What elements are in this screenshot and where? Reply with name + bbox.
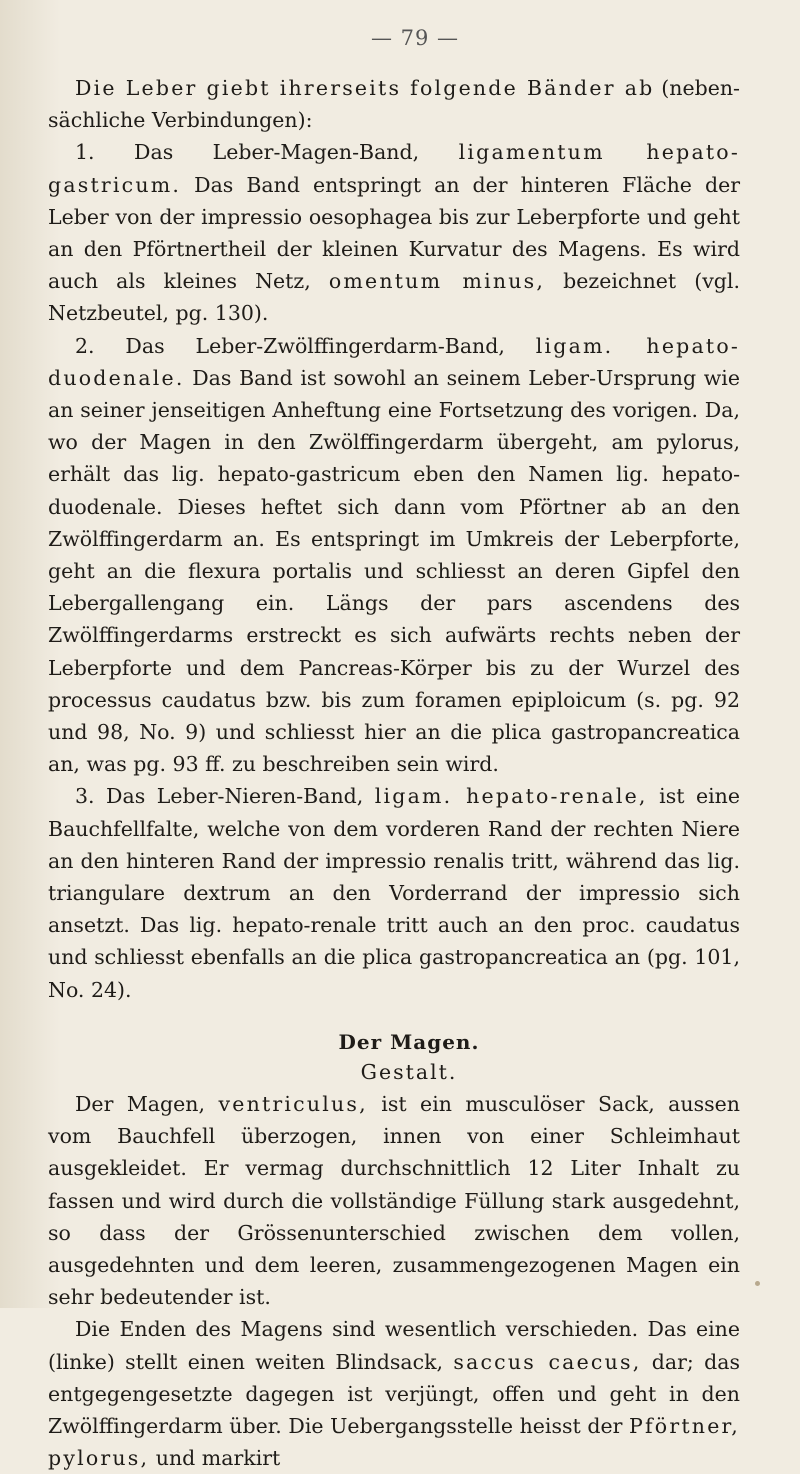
item-2-text: Das Band ist sowohl an seinem Leber-Ursprung wie an seiner jenseitigen Anheftung eine Fortsetzung des vorigen. Da, wo der Magen in den Zwölffingerdarm übergeht, am pylorus, erhält das lig. hepato-gastricum eben den Namen lig. hepato-duodenale. Dieses heftet sich dann vom Pförtner ab an den Zwölffingerdarm an. Es entspringt im Umkreis der Leberpforte, geht an die flexura portalis und schliesst an deren Gipfel den Lebergallengang ein. Längs der pars ascendens des Zwölffingerdarms erstreckt es sich aufwärts rechts neben der Leberpforte und dem Pancreas-Körper bis zu der Wurzel des processus caudatus bzw. bis zum foramen epiploicum (s. pg. 92 und 98, No. 9) und schliesst hier an die plica gastropancreatica an, was pg. 93 ff. zu beschreiben sein wird.: [48, 365, 740, 777]
ligament-item-2: [48, 330, 740, 781]
para-5-term-2: Pförtner,: [629, 1413, 740, 1438]
para-5-text-1: Die Enden des Magens sind wesentlich verschieden. Das eine (linke) stellt einen weiten Blindsack,: [48, 1317, 740, 1374]
stomach-paragraph-1: [48, 1088, 740, 1313]
item-1-text-2: bezeichnet (vgl. Netzbeutel, pg. 130).: [48, 269, 741, 326]
para-4-text: ist ein musculöser Sack, aussen vom Bauchfell überzogen, innen von einer Schleimhaut ausgekleidet. Er vermag durchschnittlich 12 Liter Inhalt zu fassen und wird durch die vollständige Füllung stark ausgedehnt, so dass der Grössenunterschied zwischen dem vollen, ausgedehnten und dem leeren, zusammengezogenen Magen ein sehr bedeutender ist.: [48, 1091, 740, 1310]
item-1-lead: 1. Das Leber-Magen-Band,: [75, 140, 459, 165]
para-4-lead: Der Magen,: [75, 1091, 219, 1116]
item-1-term: ligamentum hepato-gastricum.: [48, 140, 740, 197]
item-2-term: ligam. hepato-duodenale.: [48, 333, 741, 390]
page-number: — 79 —: [370, 26, 460, 50]
item-3-term: ligam. hepato-renale,: [374, 784, 648, 809]
stomach-paragraph-2: [48, 1313, 740, 1474]
item-3-lead: 3. Das Leber-Nieren-Band,: [75, 784, 375, 809]
para-5-text-2: dar; das entgegengesetzte dagegen ist verjüngt, offen und geht in den Zwölffingerdarm über. Die Uebergangsstelle heisst der: [48, 1349, 740, 1438]
ligament-item-1: [48, 136, 740, 329]
item-1-text: Das Band entspringt an der hinteren Fläche der Leber von der impressio oesophagea bis zur Leberpforte und geht an den Pförtnertheil der kleinen Kurvatur des Magens. Es wird auch als kleines Netz,: [48, 172, 740, 294]
para-5-term-3: pylorus,: [48, 1446, 150, 1471]
ligament-item-3: [48, 780, 740, 1005]
para-5-text-4: und markirt: [149, 1446, 281, 1471]
intro-spaced-text: Die Leber giebt ihrerseits folgende Bänder ab: [75, 76, 655, 100]
item-2-lead: 2. Das Leber-Zwölffingerdarm-Band,: [75, 333, 536, 358]
para-5-term-1: saccus caecus,: [453, 1349, 642, 1374]
paper-speck: [755, 1281, 760, 1286]
para-4-term: ventriculus,: [218, 1091, 368, 1116]
section-subheading: Gestalt.: [360, 1059, 458, 1084]
section-heading: Der Magen.: [338, 1029, 480, 1054]
item-3-text: ist eine Bauchfellfalte, welche von dem vorderen Rand der rechten Niere an den hinteren Rand der impressio renalis tritt, während das lig. triangulare dextrum an den Vorderrand der impressio sich ansetzt. Das lig. hepato-renale tritt auch an den proc. caudatus und schliesst ebenfalls an die plica gastropancreatica an (pg. 101, No. 24).: [48, 784, 740, 1002]
intro-rest-text: (nebensächliche Verbindungen):: [48, 76, 740, 133]
intro-paragraph: [48, 72, 740, 136]
item-1-term-2: omentum minus,: [328, 269, 546, 294]
